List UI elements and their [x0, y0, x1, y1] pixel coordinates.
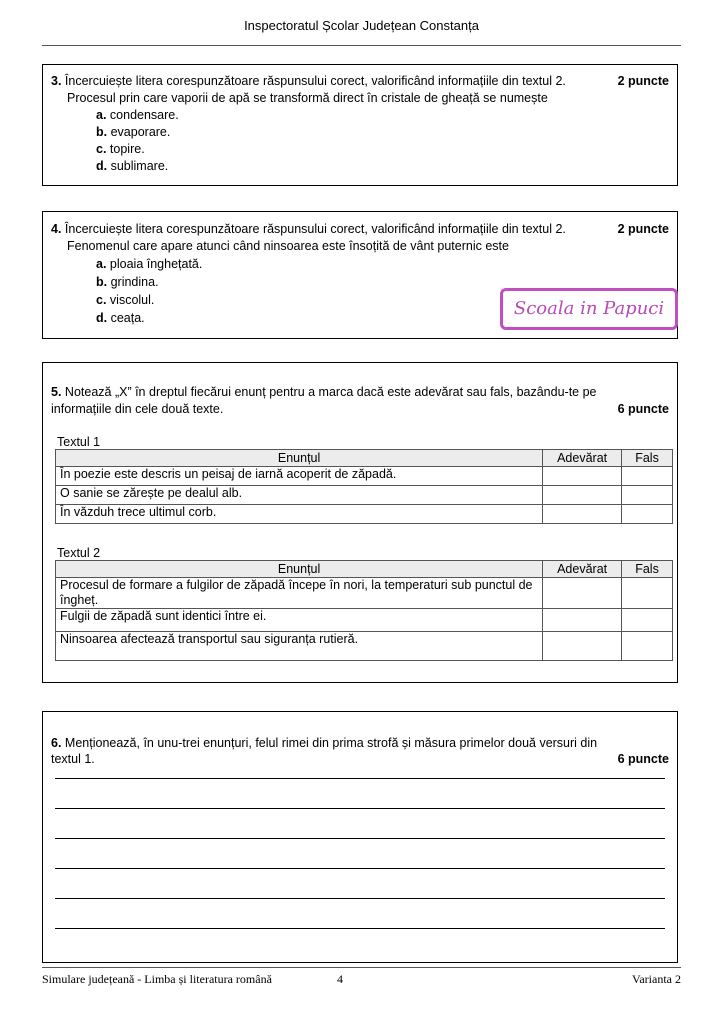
- false-cell[interactable]: [622, 505, 673, 524]
- question-4-option-a[interactable]: a. ploaia înghețată.: [96, 257, 203, 271]
- school-stamp-logo: Scoala in Papuci: [500, 288, 678, 330]
- table-row: Fulgii de zăpadă sunt identici între ei.: [56, 609, 673, 632]
- question-4-number: 4.: [51, 222, 62, 236]
- answer-line[interactable]: [55, 928, 665, 929]
- table-1-header-statement: Enunțul: [56, 450, 543, 467]
- table-row: În văzduh trece ultimul corb.: [56, 505, 673, 524]
- question-3-option-c[interactable]: c. topire.: [96, 142, 145, 156]
- question-5-box: [42, 362, 678, 683]
- footer-variant: Varianta 2: [632, 972, 681, 986]
- table-2-header-statement: Enunțul: [56, 561, 543, 578]
- true-cell[interactable]: [543, 632, 622, 661]
- question-4-option-d[interactable]: d. ceața.: [96, 311, 145, 325]
- table-row: În poezie este descris un peisaj de iarnă acoperit de zăpadă.: [56, 467, 673, 486]
- answer-line[interactable]: [55, 838, 665, 839]
- true-cell[interactable]: [543, 467, 622, 486]
- table-row: O sanie se zărește pe dealul alb.: [56, 486, 673, 505]
- table-row: Procesul de formare a fulgilor de zăpadă începe în nori, la temperaturi sub punctul de îngheț.: [56, 578, 673, 609]
- question-3-instruction-line: [51, 73, 669, 90]
- question-4-option-c[interactable]: c. viscolul.: [96, 293, 155, 307]
- table-1: [55, 449, 673, 524]
- question-4-option-b[interactable]: b. grindina.: [96, 275, 159, 289]
- question-3-option-a[interactable]: a. condensare.: [96, 108, 179, 122]
- false-cell[interactable]: [622, 578, 673, 609]
- false-cell[interactable]: [622, 467, 673, 486]
- table-row: Ninsoarea afectează transportul sau siguranța rutieră.: [56, 632, 673, 661]
- table-1-label: Textul 1: [57, 435, 101, 449]
- question-3-box: [42, 64, 678, 186]
- table-2-label: Textul 2: [57, 546, 101, 560]
- footer-rule: [42, 967, 681, 968]
- answer-line[interactable]: [55, 868, 665, 869]
- question-4-stem: Fenomenul care apare atunci când ninsoarea este însoțită de vânt puternic este: [67, 239, 509, 253]
- false-cell[interactable]: [622, 632, 673, 661]
- false-cell[interactable]: [622, 609, 673, 632]
- question-3-option-d[interactable]: d. sublimare.: [96, 159, 169, 173]
- question-6-points: 6 puncte: [617, 752, 669, 766]
- table-1-header-true: Adevărat: [543, 450, 622, 467]
- question-3-stem: Procesul prin care vaporii de apă se transformă direct în cristale de gheață se numește: [67, 91, 548, 105]
- question-4-instruction-line: [51, 221, 669, 238]
- false-cell[interactable]: [622, 486, 673, 505]
- table-2-header-false: Fals: [622, 561, 673, 578]
- question-4-instruction: Încercuiește litera corespunzătoare răspunsului corect, valorificând informațiile din textul 2.: [64, 222, 566, 236]
- answer-line[interactable]: [55, 898, 665, 899]
- question-3-points: 2 puncte: [617, 74, 669, 88]
- true-cell[interactable]: [543, 486, 622, 505]
- header-rule: [42, 45, 681, 46]
- footer-page-number: 4: [337, 972, 343, 986]
- footer-exam-title: Simulare județeană - Limba și literatura română: [42, 972, 272, 986]
- true-cell[interactable]: [543, 578, 622, 609]
- true-cell[interactable]: [543, 609, 622, 632]
- question-3-number: 3.: [51, 74, 62, 88]
- table-2: [55, 560, 673, 661]
- question-5-instruction-line-1: 5. Notează „X” în dreptul fiecărui enunț pentru a marca dacă este adevărat sau fals, bazându-te pe: [51, 385, 597, 399]
- question-5-instruction-line-2: informațiile din cele două texte. 6 puncte: [51, 402, 669, 416]
- question-3-instruction: Încercuiește litera corespunzătoare răspunsului corect, valorificând informațiile din textul 2.: [64, 74, 566, 88]
- page-header: Inspectoratul Școlar Județean Constanța: [244, 18, 479, 33]
- table-2-header-true: Adevărat: [543, 561, 622, 578]
- question-4-points: 2 puncte: [617, 222, 669, 236]
- question-6-instruction-line-2: textul 1. 6 puncte: [51, 752, 669, 766]
- question-3-option-b[interactable]: b. evaporare.: [96, 125, 171, 139]
- question-6-instruction-line-1: 6. Menționează, în unu-trei enunțuri, felul rimei din prima strofă și măsura primelor două versuri din: [51, 736, 598, 750]
- answer-line[interactable]: [55, 778, 665, 779]
- question-6-box: [42, 711, 678, 963]
- answer-line[interactable]: [55, 808, 665, 809]
- question-6-number: 6.: [51, 736, 62, 750]
- table-1-header-false: Fals: [622, 450, 673, 467]
- question-5-number: 5.: [51, 385, 62, 399]
- true-cell[interactable]: [543, 505, 622, 524]
- question-5-points: 6 puncte: [617, 402, 669, 416]
